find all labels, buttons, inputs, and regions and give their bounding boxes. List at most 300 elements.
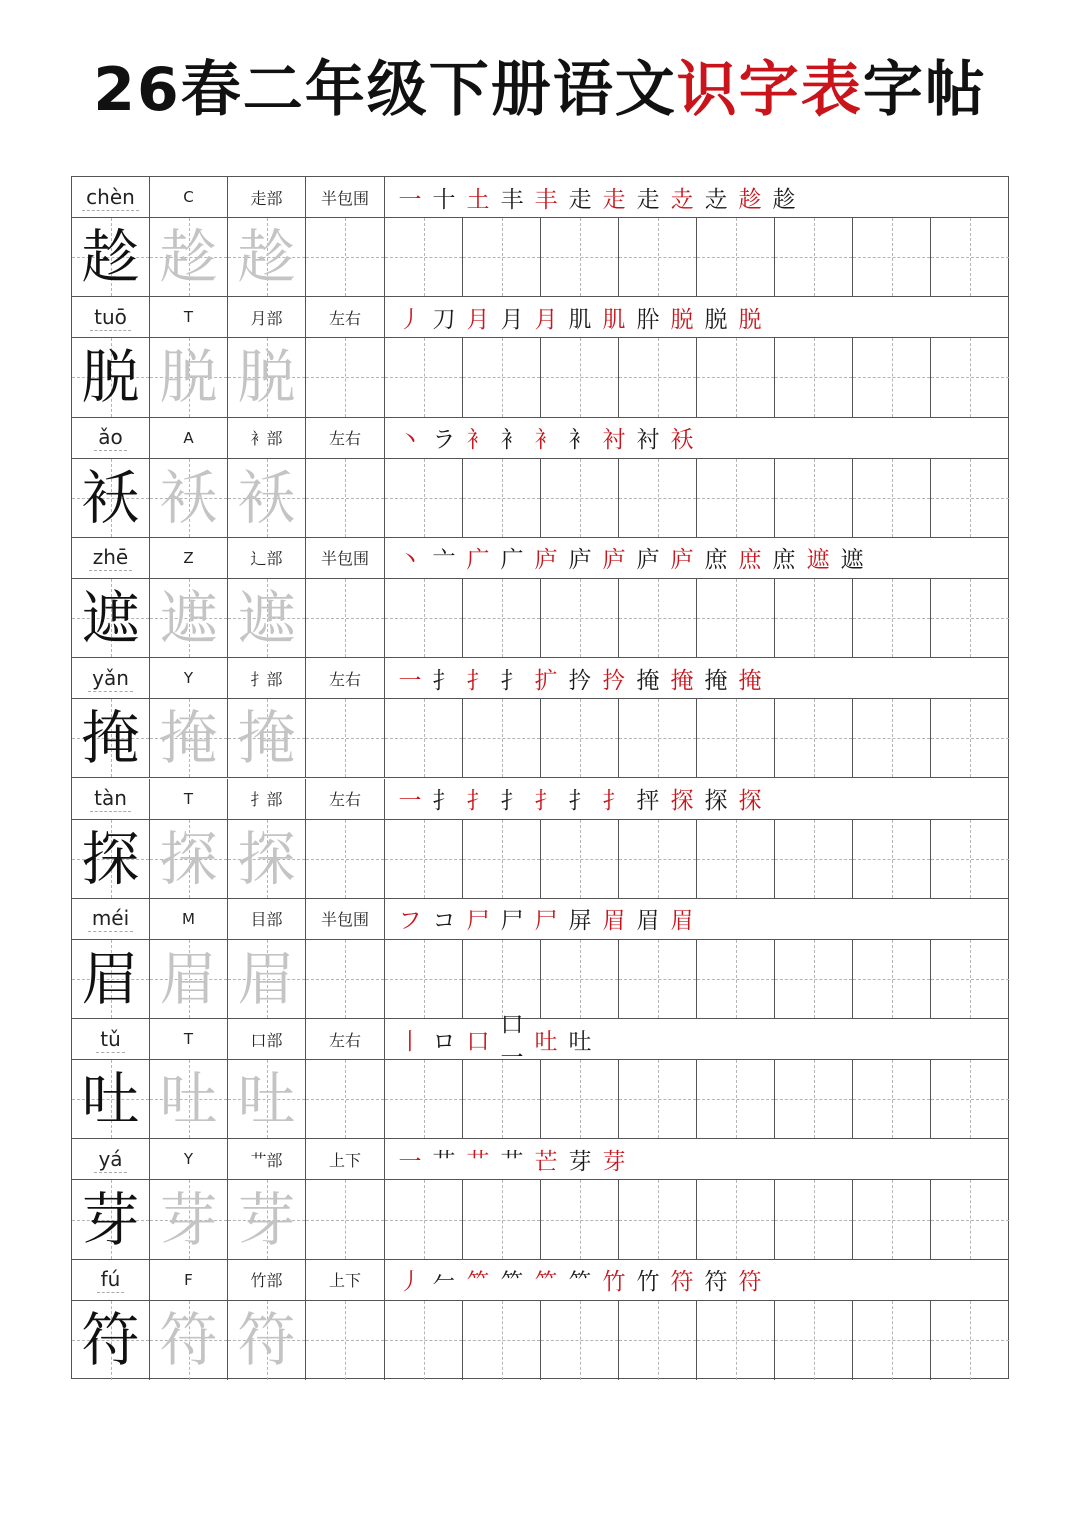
blank-practice-cell[interactable] [306, 1180, 385, 1258]
blank-practice-cell[interactable] [931, 1060, 1009, 1138]
blank-practice-cell[interactable] [619, 1301, 697, 1380]
structure-label-cell [306, 1139, 385, 1179]
blank-practice-cell[interactable] [853, 820, 931, 898]
blank-practice-cell[interactable] [385, 1180, 463, 1258]
blank-practice-cell[interactable] [619, 1180, 697, 1258]
blank-practice-cell[interactable] [853, 338, 931, 416]
blank-practice-cell[interactable] [775, 338, 853, 416]
pinyin-label-cell [72, 779, 150, 819]
blank-practice-cell[interactable] [541, 338, 619, 416]
radical-label-cell [228, 779, 306, 819]
blank-practice-cell[interactable] [697, 1060, 775, 1138]
blank-practice-cell[interactable] [385, 699, 463, 777]
guide-line-vertical [970, 820, 971, 898]
guide-line-vertical [580, 940, 581, 1018]
guide-line-vertical [736, 1060, 737, 1138]
model-character: 符 [81, 1306, 140, 1375]
blank-practice-cell[interactable] [306, 940, 385, 1018]
blank-practice-cell[interactable] [385, 940, 463, 1018]
blank-practice-cell[interactable] [931, 459, 1009, 537]
guide-line-vertical [502, 699, 503, 777]
blank-practice-cell[interactable] [775, 820, 853, 898]
guide-line-vertical [736, 1301, 737, 1380]
practice-sheet [71, 176, 1009, 1379]
radical-label-cell [228, 1019, 306, 1059]
blank-practice-cell[interactable] [306, 338, 385, 416]
stroke-step: 庐 [534, 547, 558, 574]
model-character-cell [72, 699, 150, 777]
character-entry [72, 538, 1008, 658]
pinyin-label: chèn [82, 184, 139, 211]
stroke-step: 口 [466, 1028, 490, 1055]
guide-line-vertical [736, 820, 737, 898]
structure-label-cell [306, 779, 385, 819]
blank-practice-cell[interactable] [775, 579, 853, 657]
blank-practice-cell[interactable] [775, 459, 853, 537]
title-highlight: 识字表 [676, 55, 863, 125]
blank-practice-cell[interactable] [463, 459, 541, 537]
stroke-step: ロ [432, 1028, 456, 1055]
blank-practice-cell[interactable] [541, 1180, 619, 1258]
guide-line-vertical [424, 459, 425, 537]
info-row [72, 538, 1008, 579]
initial-letter-cell [150, 899, 228, 939]
blank-practice-cell[interactable] [541, 1301, 619, 1380]
stroke-step: 庐 [602, 547, 626, 574]
blank-practice-cell[interactable] [853, 1301, 931, 1380]
stroke-step: 竹 [602, 1269, 626, 1296]
initial-letter-cell [150, 418, 228, 458]
guide-line-vertical [814, 699, 815, 777]
initial-letter: T [183, 1030, 194, 1049]
guide-line-vertical [970, 1180, 971, 1258]
stroke-step: ⺮ [500, 1269, 524, 1296]
pinyin-label-cell [72, 177, 150, 217]
stroke-step: 月 [534, 306, 558, 333]
guide-line-vertical [658, 940, 659, 1018]
stroke-step: 庐 [568, 547, 592, 574]
blank-practice-cell[interactable] [931, 940, 1009, 1018]
blank-practice-cell[interactable] [619, 699, 697, 777]
stroke-step: 衬 [602, 427, 626, 454]
stroke-step: 吐 [568, 1028, 592, 1055]
guide-line-vertical [580, 1060, 581, 1138]
blank-practice-cell[interactable] [463, 218, 541, 296]
model-character: 趁 [81, 223, 140, 292]
structure-label-cell [306, 177, 385, 217]
blank-practice-cell[interactable] [619, 820, 697, 898]
stroke-step: 肌 [602, 306, 626, 333]
stroke-step: 走 [602, 186, 626, 213]
blank-practice-cell[interactable] [697, 940, 775, 1018]
tracing-character: 袄 [237, 463, 296, 532]
stroke-order-sequence [385, 418, 1008, 458]
blank-practice-cell[interactable] [541, 699, 619, 777]
stroke-step: 肸 [636, 306, 660, 333]
blank-practice-cell[interactable] [853, 218, 931, 296]
info-row [72, 1139, 1008, 1180]
stroke-step: 扌 [432, 667, 456, 694]
guide-line-vertical [658, 459, 659, 537]
model-character: 脱 [81, 343, 140, 412]
guide-line-vertical [424, 579, 425, 657]
blank-practice-cell[interactable] [853, 699, 931, 777]
structure-label-cell [306, 1019, 385, 1059]
pinyin-label-cell [72, 538, 150, 578]
blank-practice-cell[interactable] [931, 1180, 1009, 1258]
blank-practice-cell[interactable] [931, 1301, 1009, 1380]
info-row [72, 177, 1008, 218]
blank-practice-cell[interactable] [463, 699, 541, 777]
stroke-step: 丶 [398, 547, 422, 574]
model-character-cell [72, 940, 150, 1018]
stroke-step: 走 [636, 186, 660, 213]
initial-letter-cell [150, 538, 228, 578]
practice-grid-row [72, 459, 1008, 538]
stroke-step: 丿 [398, 306, 422, 333]
radical-label: 目部 [250, 910, 283, 930]
blank-practice-cell[interactable] [619, 218, 697, 296]
stroke-step: 庶 [704, 547, 728, 574]
stroke-step: 扌 [432, 788, 456, 814]
model-character: 吐 [81, 1065, 140, 1134]
stroke-step: 掩 [670, 667, 694, 694]
guide-line-vertical [736, 459, 737, 537]
stroke-step: 庐 [670, 547, 694, 574]
stroke-step: 遮 [806, 547, 830, 574]
stroke-step: コ [432, 908, 456, 935]
model-character: 袄 [81, 463, 140, 532]
model-character: 探 [81, 824, 140, 893]
blank-practice-cell[interactable] [385, 338, 463, 416]
stroke-step: 眉 [670, 908, 694, 935]
pinyin-label-cell [72, 418, 150, 458]
guide-line-vertical [424, 1060, 425, 1138]
guide-line-vertical [814, 579, 815, 657]
info-row [72, 1260, 1008, 1301]
guide-line-vertical [424, 1180, 425, 1258]
stroke-step: 扌 [568, 788, 592, 814]
blank-practice-cell[interactable] [853, 1180, 931, 1258]
blank-practice-cell[interactable] [541, 1060, 619, 1138]
page-title [0, 40, 1080, 140]
blank-practice-cell[interactable] [775, 1060, 853, 1138]
guide-line-vertical [658, 579, 659, 657]
blank-practice-cell[interactable] [306, 699, 385, 777]
guide-line-vertical [892, 1060, 893, 1138]
guide-line-vertical [424, 218, 425, 296]
blank-practice-cell[interactable] [619, 940, 697, 1018]
guide-line-vertical [502, 218, 503, 296]
stroke-step: 一 [398, 788, 422, 814]
tracing-character: 遮 [159, 584, 218, 653]
model-character-cell [72, 579, 150, 657]
character-entry [72, 658, 1008, 778]
guide-line-vertical [814, 940, 815, 1018]
blank-practice-cell[interactable] [853, 459, 931, 537]
guide-line-vertical [502, 579, 503, 657]
guide-line-vertical [345, 1301, 346, 1380]
stroke-step: 广 [500, 547, 524, 574]
radical-label-cell [228, 297, 306, 337]
stroke-step: 屏 [568, 908, 592, 935]
character-entry [72, 779, 1008, 899]
structure-label-cell [306, 418, 385, 458]
blank-practice-cell[interactable] [541, 459, 619, 537]
blank-practice-cell[interactable] [306, 579, 385, 657]
blank-practice-cell[interactable] [697, 699, 775, 777]
initial-letter: A [183, 428, 194, 447]
stroke-step: 艹 [466, 1148, 490, 1175]
stroke-step: 丨 [398, 1028, 422, 1055]
guide-line-vertical [658, 338, 659, 416]
pinyin-label-cell [72, 1019, 150, 1059]
stroke-step: 赱 [704, 186, 728, 213]
blank-practice-cell[interactable] [306, 1060, 385, 1138]
guide-line-vertical [736, 338, 737, 416]
stroke-step: 扌 [500, 667, 524, 694]
stroke-step: 衤 [500, 427, 524, 454]
stroke-step: 竹 [636, 1269, 660, 1296]
stroke-step: 符 [670, 1269, 694, 1296]
tracing-character: 趁 [237, 223, 296, 292]
blank-practice-cell[interactable] [306, 1301, 385, 1380]
tracing-character: 探 [159, 824, 218, 893]
blank-practice-cell[interactable] [775, 218, 853, 296]
blank-practice-cell[interactable] [619, 338, 697, 416]
guide-line-vertical [345, 459, 346, 537]
guide-line-vertical [658, 1180, 659, 1258]
radical-label: 竹部 [250, 1271, 283, 1291]
stroke-order-sequence [385, 658, 1008, 698]
blank-practice-cell[interactable] [931, 579, 1009, 657]
stroke-step: 扌 [500, 788, 524, 814]
initial-letter: T [183, 789, 194, 808]
tracing-character: 芽 [237, 1185, 296, 1254]
guide-line-vertical [424, 699, 425, 777]
structure-label: 上下 [328, 1150, 361, 1170]
blank-practice-cell[interactable] [541, 940, 619, 1018]
stroke-step: 扌 [466, 667, 490, 694]
guide-line-vertical [970, 1060, 971, 1138]
blank-practice-cell[interactable] [385, 1301, 463, 1380]
guide-line-vertical [892, 579, 893, 657]
stroke-step: 一 [398, 186, 422, 213]
stroke-step: 丰 [534, 186, 558, 213]
tracing-cell [228, 1301, 306, 1380]
guide-line-vertical [424, 1301, 425, 1380]
blank-practice-cell[interactable] [463, 820, 541, 898]
practice-grid-row [72, 699, 1008, 778]
stroke-step: 扲 [568, 667, 592, 694]
blank-practice-cell[interactable] [775, 1180, 853, 1258]
tracing-cell [150, 940, 228, 1018]
stroke-step: 脱 [670, 306, 694, 333]
guide-line-vertical [424, 820, 425, 898]
structure-label: 左右 [328, 1030, 361, 1050]
tracing-cell [150, 699, 228, 777]
stroke-step: 芒 [534, 1148, 558, 1175]
pinyin-label-cell [72, 1260, 150, 1300]
info-row [72, 658, 1008, 699]
blank-practice-cell[interactable] [306, 218, 385, 296]
stroke-step: 月 [466, 306, 490, 333]
blank-practice-cell[interactable] [541, 579, 619, 657]
blank-practice-cell[interactable] [463, 1301, 541, 1380]
blank-practice-cell[interactable] [306, 459, 385, 537]
blank-practice-cell[interactable] [463, 579, 541, 657]
pinyin-label: tàn [90, 785, 131, 812]
stroke-step: 扌 [602, 788, 626, 814]
stroke-step: 走 [568, 186, 592, 213]
structure-label: 左右 [328, 790, 361, 809]
tracing-cell [150, 1180, 228, 1258]
blank-practice-cell[interactable] [931, 218, 1009, 296]
guide-line-vertical [424, 338, 425, 416]
guide-line-vertical [580, 218, 581, 296]
structure-label-cell [306, 538, 385, 578]
guide-line-vertical [736, 218, 737, 296]
blank-practice-cell[interactable] [619, 579, 697, 657]
blank-practice-cell[interactable] [385, 1060, 463, 1138]
stroke-step: 芽 [568, 1148, 592, 1175]
stroke-step: 庶 [772, 547, 796, 574]
title-prefix: 26春二年级下册语文 [93, 55, 677, 125]
model-character-cell [72, 218, 150, 296]
blank-practice-cell[interactable] [306, 820, 385, 898]
blank-practice-cell[interactable] [697, 459, 775, 537]
blank-practice-cell[interactable] [463, 338, 541, 416]
blank-practice-cell[interactable] [697, 820, 775, 898]
blank-practice-cell[interactable] [931, 820, 1009, 898]
stroke-step: 丰 [500, 186, 524, 213]
guide-line-vertical [502, 1180, 503, 1258]
model-character-cell [72, 1180, 150, 1258]
character-entry [72, 177, 1008, 297]
guide-line-vertical [892, 459, 893, 537]
stroke-step: 一 [398, 667, 422, 694]
guide-line-vertical [814, 1060, 815, 1138]
practice-grid-row [72, 1060, 1008, 1139]
guide-line-vertical [970, 218, 971, 296]
pinyin-label: zhē [89, 544, 132, 571]
guide-line-vertical [736, 579, 737, 657]
pinyin-label: fú [97, 1266, 125, 1293]
stroke-step: 掩 [636, 667, 660, 694]
practice-grid-row [72, 820, 1008, 899]
stroke-step: 艹 [432, 1148, 456, 1175]
blank-practice-cell[interactable] [931, 338, 1009, 416]
info-row [72, 418, 1008, 459]
blank-practice-cell[interactable] [931, 699, 1009, 777]
stroke-order-sequence [385, 899, 1008, 939]
stroke-step: 艹 [500, 1148, 524, 1175]
guide-line-vertical [892, 940, 893, 1018]
tracing-cell [150, 1060, 228, 1138]
guide-line-vertical [814, 338, 815, 416]
blank-practice-cell[interactable] [853, 940, 931, 1018]
initial-letter: Z [183, 548, 194, 567]
blank-practice-cell[interactable] [697, 579, 775, 657]
initial-letter-cell [150, 1019, 228, 1059]
initial-letter-cell [150, 1260, 228, 1300]
guide-line-vertical [580, 820, 581, 898]
stroke-step: 吐 [534, 1028, 558, 1055]
guide-line-vertical [736, 1180, 737, 1258]
blank-practice-cell[interactable] [775, 940, 853, 1018]
blank-practice-cell[interactable] [463, 1060, 541, 1138]
blank-practice-cell[interactable] [463, 1180, 541, 1258]
radical-label-cell [228, 899, 306, 939]
stroke-step: 丿 [398, 1269, 422, 1296]
guide-line-vertical [345, 699, 346, 777]
model-character: 眉 [81, 944, 140, 1013]
pinyin-label-cell [72, 899, 150, 939]
blank-practice-cell[interactable] [619, 1060, 697, 1138]
tracing-character: 吐 [159, 1065, 218, 1134]
structure-label-cell [306, 899, 385, 939]
guide-line-vertical [970, 699, 971, 777]
tracing-character: 吐 [237, 1065, 296, 1134]
structure-label: 左右 [328, 308, 361, 328]
blank-practice-cell[interactable] [619, 459, 697, 537]
blank-practice-cell[interactable] [385, 820, 463, 898]
guide-line-vertical [736, 940, 737, 1018]
stroke-step: 探 [704, 788, 728, 814]
blank-practice-cell[interactable] [775, 699, 853, 777]
structure-label: 半包围 [320, 549, 369, 569]
initial-letter-cell [150, 658, 228, 698]
stroke-step: 遮 [840, 547, 864, 574]
blank-practice-cell[interactable] [385, 579, 463, 657]
blank-practice-cell[interactable] [697, 218, 775, 296]
stroke-step: 尸 [534, 908, 558, 935]
guide-line-vertical [345, 579, 346, 657]
blank-practice-cell[interactable] [775, 1301, 853, 1380]
tracing-character: 脱 [159, 343, 218, 412]
blank-practice-cell[interactable] [385, 218, 463, 296]
stroke-order-sequence [385, 177, 1008, 217]
radical-label-cell [228, 418, 306, 458]
info-row [72, 779, 1008, 820]
blank-practice-cell[interactable] [541, 820, 619, 898]
stroke-step: 尸 [500, 908, 524, 935]
tracing-cell [150, 1301, 228, 1380]
blank-practice-cell[interactable] [853, 1060, 931, 1138]
stroke-step: 符 [704, 1269, 728, 1296]
stroke-step: 趁 [772, 186, 796, 213]
stroke-step: 月 [500, 306, 524, 333]
stroke-step: 庐 [636, 547, 660, 574]
pinyin-label-cell [72, 658, 150, 698]
tracing-character: 趁 [159, 223, 218, 292]
blank-practice-cell[interactable] [385, 459, 463, 537]
blank-practice-cell[interactable] [541, 218, 619, 296]
info-row [72, 899, 1008, 940]
blank-practice-cell[interactable] [697, 1180, 775, 1258]
blank-practice-cell[interactable] [697, 338, 775, 416]
tracing-cell [150, 459, 228, 537]
tracing-cell [228, 459, 306, 537]
character-entry [72, 1139, 1008, 1259]
blank-practice-cell[interactable] [697, 1301, 775, 1380]
tracing-cell [228, 699, 306, 777]
guide-line-vertical [345, 940, 346, 1018]
blank-practice-cell[interactable] [853, 579, 931, 657]
tracing-cell [228, 338, 306, 416]
guide-line-vertical [580, 1301, 581, 1380]
guide-line-vertical [345, 1060, 346, 1138]
